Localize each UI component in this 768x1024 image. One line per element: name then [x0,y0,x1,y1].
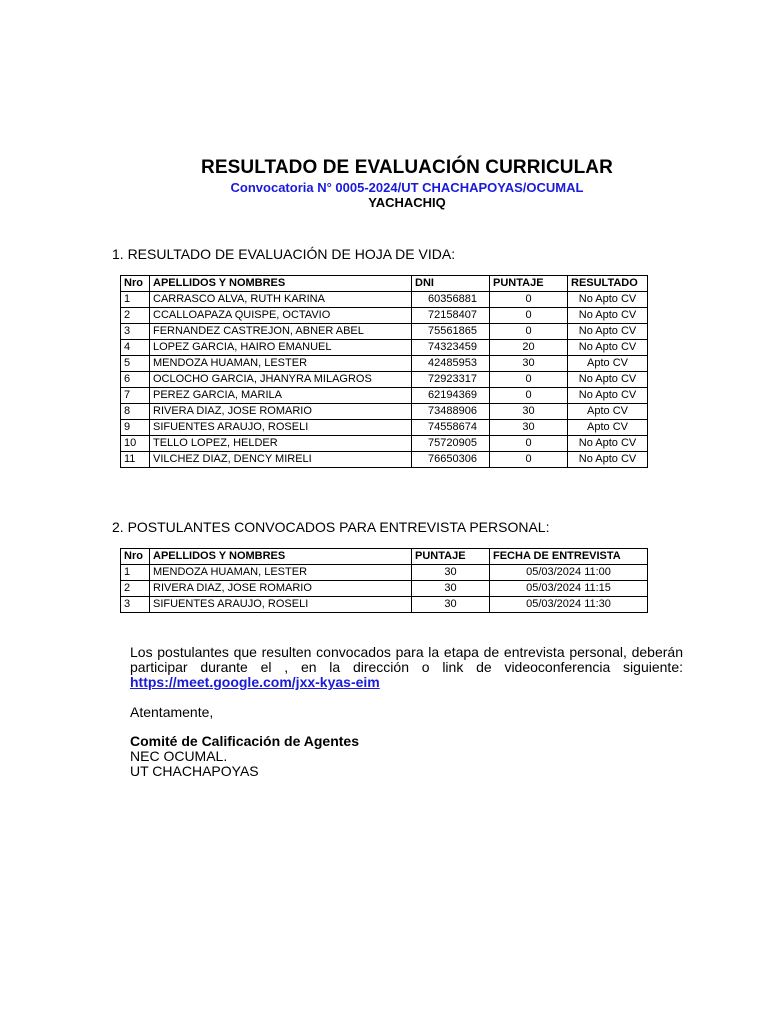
table-cell: 20 [490,340,568,356]
column-header: Nro [121,276,150,292]
table-cell: 72158407 [412,308,490,324]
table-cell: TELLO LOPEZ, HELDER [150,436,412,452]
table-cell: PEREZ GARCIA, MARILA [150,388,412,404]
table-cell: 42485953 [412,356,490,372]
table-cell: 9 [121,420,150,436]
table-row [121,292,648,308]
table-cell: No Apto CV [568,372,648,388]
interview-body [121,565,648,613]
table-row [121,324,648,340]
table-cell: Apto CV [568,420,648,436]
table-cell: No Apto CV [568,292,648,308]
table-cell: No Apto CV [568,340,648,356]
table-cell: No Apto CV [568,452,648,468]
table-cell: No Apto CV [568,436,648,452]
table-cell: 30 [490,356,568,372]
table-cell: 62194369 [412,388,490,404]
convocatoria-subtitle: Convocatoria N° 0005-2024/UT CHACHAPOYAS/OCUMAL [230,180,584,195]
table-row [121,356,648,372]
table-cell: CCALLOAPAZA QUISPE, OCTAVIO [150,308,412,324]
column-header: FECHA DE ENTREVISTA [490,549,648,565]
table-cell: RIVERA DIAZ, JOSE ROMARIO [150,404,412,420]
table-cell: SIFUENTES ARAUJO, ROSELI [150,597,412,613]
notice-paragraph [130,645,683,690]
table-row [121,372,648,388]
column-header: PUNTAJE [490,276,568,292]
interview-table [120,548,648,613]
table-cell: 05/03/2024 11:15 [490,581,648,597]
table-cell: 8 [121,404,150,420]
column-header: PUNTAJE [412,549,490,565]
cv-results-body [121,292,648,468]
table-cell: 3 [121,324,150,340]
table-cell: 75561865 [412,324,490,340]
table-row [121,565,648,581]
table-cell: 3 [121,597,150,613]
table-cell: 1 [121,565,150,581]
table-cell: 30 [412,581,490,597]
table-cell: 11 [121,452,150,468]
table-cell: 73488906 [412,404,490,420]
table-cell: 0 [490,452,568,468]
table-cell: Apto CV [568,356,648,372]
section1-heading: 1. RESULTADO DE EVALUACIÓN DE HOJA DE VIDA: [112,246,456,262]
signature-line2: UT CHACHAPOYAS [130,763,259,779]
table-cell: RIVERA DIAZ, JOSE ROMARIO [150,581,412,597]
table-cell: MENDOZA HUAMAN, LESTER [150,565,412,581]
table-cell: 7 [121,388,150,404]
column-header: DNI [412,276,490,292]
table-cell: 6 [121,372,150,388]
table-cell: 74323459 [412,340,490,356]
column-header: APELLIDOS Y NOMBRES [150,276,412,292]
table-cell: 0 [490,436,568,452]
table-cell: 76650306 [412,452,490,468]
program-subtitle: YACHACHIQ [368,195,446,210]
table-row [121,436,648,452]
table-cell: 30 [490,404,568,420]
column-header: Nro [121,549,150,565]
table-cell: MENDOZA HUAMAN, LESTER [150,356,412,372]
table-cell: 4 [121,340,150,356]
table-cell: VILCHEZ DIAZ, DENCY MIRELI [150,452,412,468]
column-header: APELLIDOS Y NOMBRES [150,549,412,565]
table-cell: 30 [412,597,490,613]
section2-heading: 2. POSTULANTES CONVOCADOS PARA ENTREVISTA PERSONAL: [112,519,550,535]
table-cell: 05/03/2024 11:30 [490,597,648,613]
table-cell: No Apto CV [568,388,648,404]
table-cell: 74558674 [412,420,490,436]
table-row [121,597,648,613]
table-row [121,388,648,404]
table-cell: 0 [490,292,568,308]
table-row [121,308,648,324]
table-cell: 0 [490,308,568,324]
table-header-row [121,276,648,292]
signature-line1: NEC OCUMAL. [130,748,228,764]
table-cell: 0 [490,372,568,388]
table-row [121,581,648,597]
table-cell: LOPEZ GARCIA, HAIRO EMANUEL [150,340,412,356]
notice-text: Los postulantes que resulten convocados para la etapa de entrevista personal, deberán participar durante el , en la dirección o link de videoconferencia siguiente: [130,644,683,675]
table-cell: 05/03/2024 11:00 [490,565,648,581]
table-cell: 72923317 [412,372,490,388]
table-cell: CARRASCO ALVA, RUTH KARINA [150,292,412,308]
table-row [121,404,648,420]
table-cell: 2 [121,581,150,597]
table-cell: 1 [121,292,150,308]
document-title: RESULTADO DE EVALUACIÓN CURRICULAR [201,157,613,178]
table-cell: 30 [412,565,490,581]
table-row [121,340,648,356]
table-cell: 10 [121,436,150,452]
table-cell: 0 [490,388,568,404]
table-cell: 75720905 [412,436,490,452]
table-cell: 30 [490,420,568,436]
table-cell: 0 [490,324,568,340]
table-cell: Apto CV [568,404,648,420]
column-header: RESULTADO [568,276,648,292]
table-cell: OCLOCHO GARCIA, JHANYRA MILAGROS [150,372,412,388]
salutation: Atentamente, [130,704,214,720]
table-header-row [121,549,648,565]
cv-results-table [120,275,648,468]
table-cell: 60356881 [412,292,490,308]
table-cell: No Apto CV [568,308,648,324]
table-row [121,452,648,468]
table-cell: 5 [121,356,150,372]
committee-name: Comité de Calificación de Agentes [130,733,359,749]
table-cell: 2 [121,308,150,324]
videoconference-link[interactable]: https://meet.google.com/jxx-kyas-eim [130,674,380,690]
signature-block [130,734,359,779]
table-cell: SIFUENTES ARAUJO, ROSELI [150,420,412,436]
table-row [121,420,648,436]
table-cell: No Apto CV [568,324,648,340]
table-cell: FERNANDEZ CASTREJON, ABNER ABEL [150,324,412,340]
